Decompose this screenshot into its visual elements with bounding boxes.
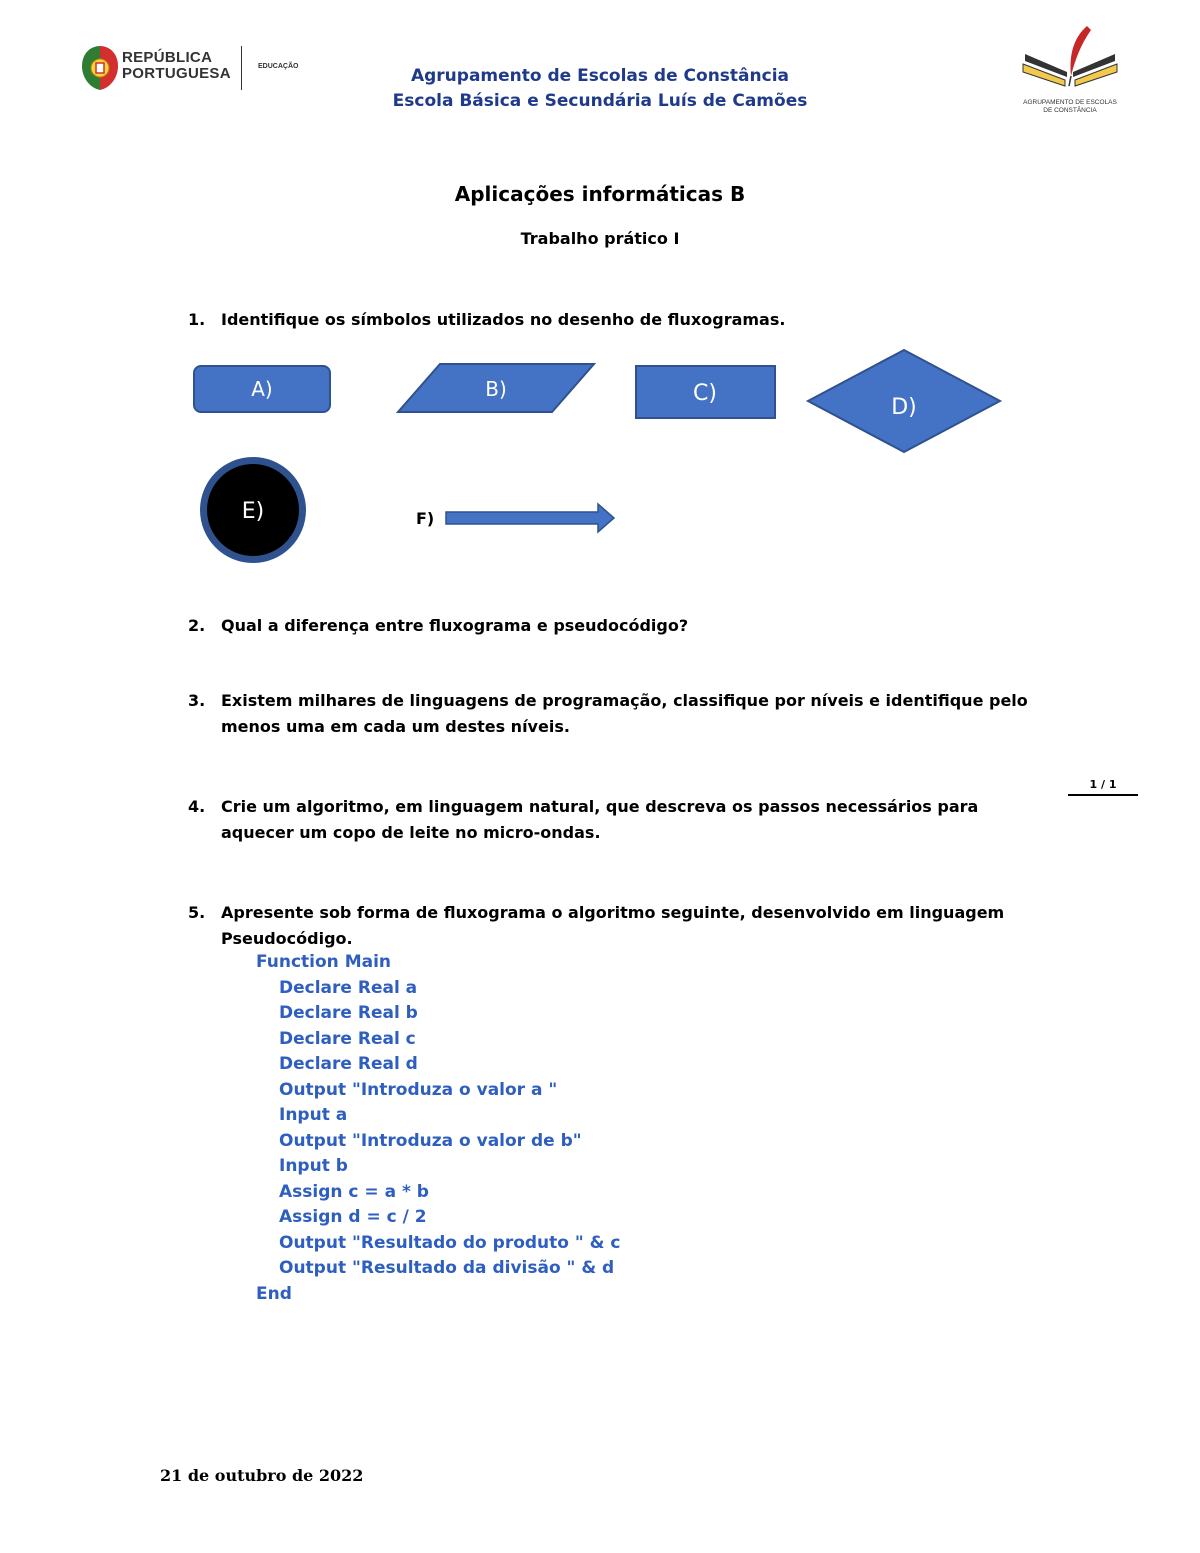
republica-portuguesa-text: REPÚBLICA PORTUGUESA: [122, 49, 231, 82]
question-number: 2.: [188, 616, 206, 635]
educacao-label: EDUCAÇÃO: [258, 63, 299, 70]
code-line: Output "Introduza o valor de b": [279, 1130, 582, 1151]
question-text: Existem milhares de linguagens de programação, classifique por níveis e identifique pelo menos uma em cada um destes níveis.: [221, 691, 1028, 736]
code-function-start: Function Main: [256, 952, 392, 972]
code-line: Output "Introduza o valor a ": [279, 1079, 558, 1100]
code-line: Declare Real c: [279, 1028, 416, 1049]
page-subtitle: Trabalho prático I: [520, 229, 680, 248]
document-date: 21 de outubro de 2022: [160, 1466, 364, 1485]
school-name: Escola Básica e Secundária Luís de Camões: [392, 91, 808, 111]
page-number: 1 / 1: [1068, 778, 1138, 796]
question-number: 4.: [188, 797, 206, 816]
shape-d-label: D): [891, 395, 917, 420]
code-line: Declare Real a: [279, 977, 418, 998]
flowchart-symbols: [0, 0, 1200, 600]
code-line: Assign c = a * b: [279, 1181, 429, 1202]
code-line: Declare Real d: [279, 1054, 418, 1074]
question-text: Crie um algoritmo, em linguagem natural, que descreva os passos necessários para aquecer um copo de leite no micro-ondas.: [221, 797, 979, 842]
question-number: 1.: [188, 310, 206, 329]
question-number: 3.: [188, 691, 206, 710]
code-line: Declare Real b: [279, 1003, 418, 1023]
shape-b-label: B): [485, 377, 507, 401]
code-line: Output "Resultado da divisão " & d: [279, 1258, 615, 1278]
shape-f-label: F): [416, 509, 435, 528]
question-text: Apresente sob forma de fluxograma o algoritmo seguinte, desenvolvido em linguagem Pseudocódigo.: [221, 903, 1005, 948]
code-end: End: [256, 1283, 292, 1304]
question-text: Identifique os símbolos utilizados no desenho de fluxogramas.: [221, 310, 786, 329]
question-number: 5.: [188, 903, 206, 922]
shape-a-label: A): [251, 377, 273, 401]
question-text: Qual a diferença entre fluxograma e pseudocódigo?: [221, 616, 689, 635]
code-line: Input b: [279, 1156, 348, 1176]
shape-e-label: E): [241, 499, 265, 524]
shape-c-label: C): [693, 381, 717, 406]
agrupamento-logo-text: AGRUPAMENTO DE ESCOLAS DE CONSTÂNCIA: [1023, 99, 1117, 114]
code-line: Output "Resultado do produto " & c: [279, 1232, 621, 1253]
school-group-name: Agrupamento de Escolas de Constância: [410, 66, 790, 86]
code-line: Input a: [279, 1105, 348, 1125]
page-title: Aplicações informáticas B: [454, 182, 746, 206]
code-line: Assign d = c / 2: [279, 1207, 427, 1227]
pseudocode-block: [256, 950, 620, 1307]
shape-f-arrow: [446, 504, 614, 532]
